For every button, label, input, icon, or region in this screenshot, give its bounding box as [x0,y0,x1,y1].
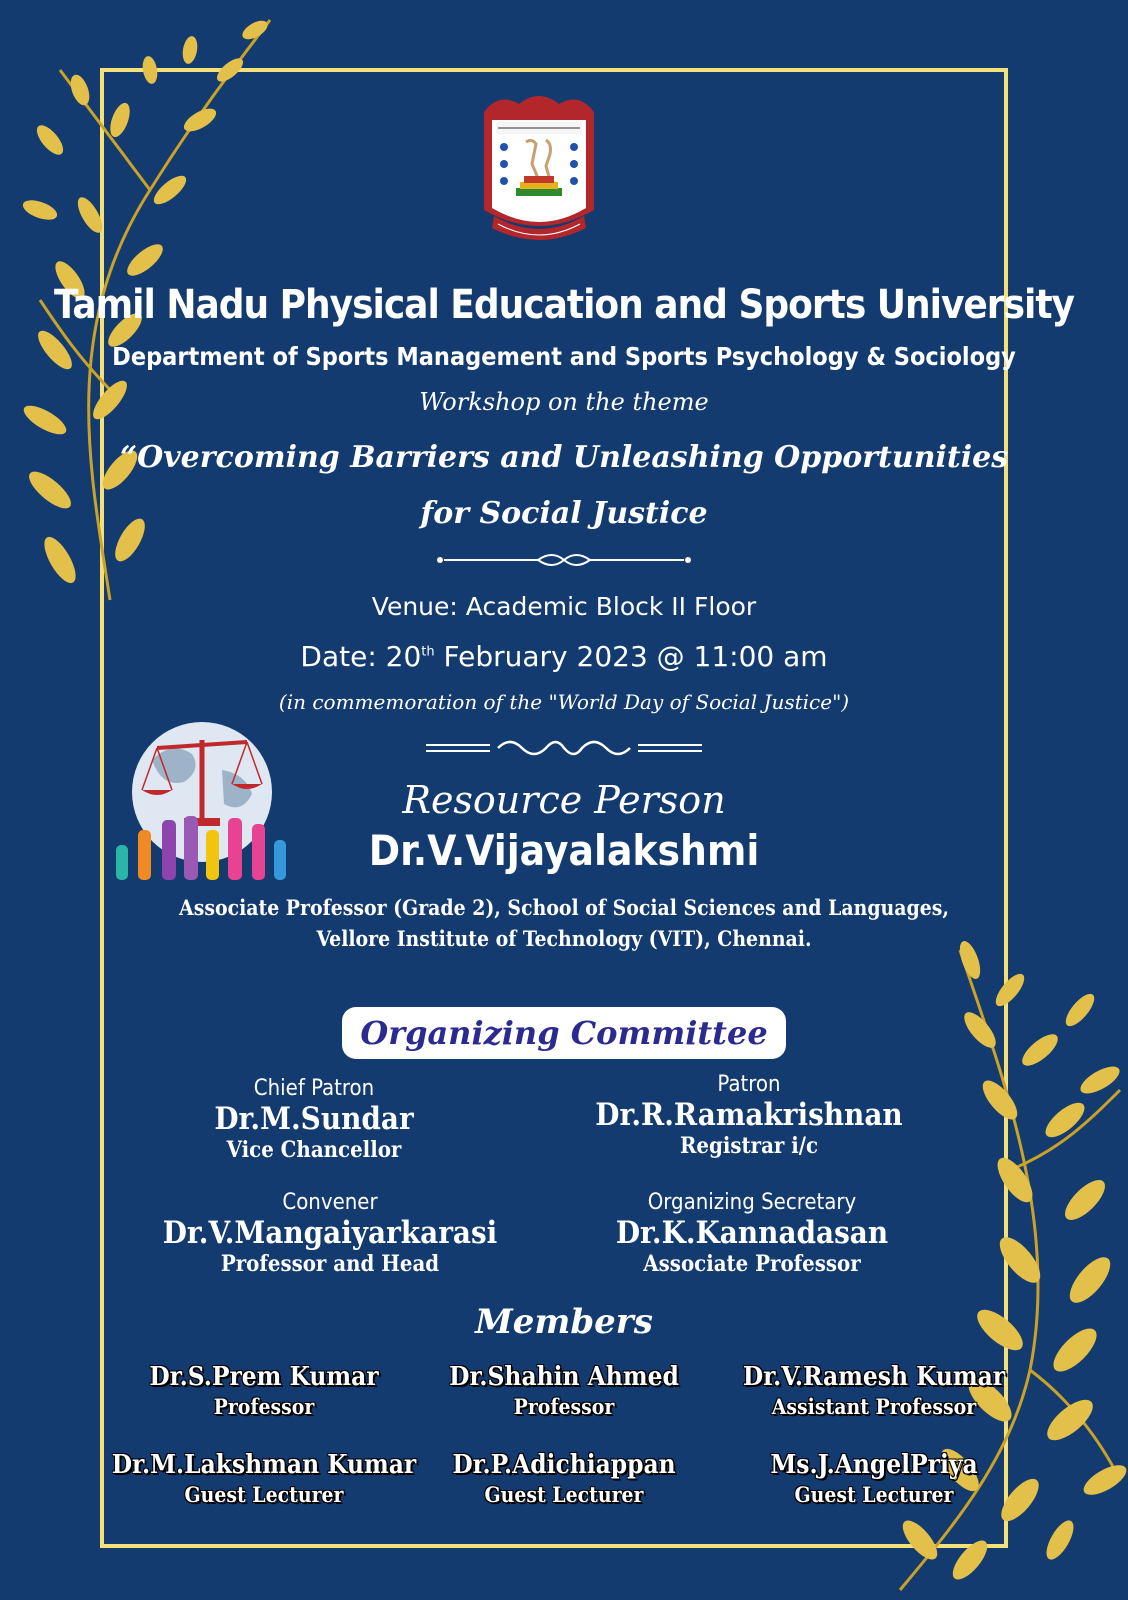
member-designation: Professor [213,1394,315,1419]
date-day: Date: 20 [300,640,422,673]
chief-patron-role: Chief Patron [253,1076,375,1101]
resource-person-affiliation [0,892,1128,954]
workshop-theme [0,430,1128,542]
department-name: Department of Sports Management and Sports Psychology & Sociology [112,342,1016,371]
patron-block [519,1072,979,1159]
organizing-committee-heading: Organizing Committee [342,1007,786,1059]
member-name: Dr.Shahin Ahmed [449,1362,679,1392]
resource-person-heading: Resource Person [402,778,726,822]
affiliation-line-2: Vellore Institute of Technology (VIT), Chennai. [316,926,812,951]
member-name: Dr.S.Prem Kumar [149,1362,379,1392]
ornamental-divider [426,736,702,760]
patron-name: Dr.R.Ramakrishnan [595,1097,903,1133]
members-heading: Members [475,1302,653,1342]
member-designation: Assistant Professor [771,1394,977,1419]
member-designation: Professor [513,1394,615,1419]
patron-role: Patron [717,1072,781,1097]
member-item [104,1362,424,1419]
organizing-secretary-designation: Associate Professor [643,1251,861,1277]
date-ordinal: th [421,644,435,660]
theme-line-1: “Overcoming Barriers and Unleashing Opportunities [119,440,1009,475]
member-item [404,1450,724,1507]
university-name: Tamil Nadu Physical Education and Sports University [54,282,1074,328]
organizing-secretary-block [522,1190,982,1277]
convener-role: Convener [282,1190,378,1215]
venue-text: Venue: Academic Block II Floor [371,592,757,621]
convener-block [100,1190,560,1277]
chief-patron-block [84,1076,544,1163]
university-logo [474,92,604,264]
member-designation: Guest Lecturer [484,1482,644,1507]
convener-name: Dr.V.Mangaiyarkarasi [162,1215,498,1251]
member-designation: Guest Lecturer [184,1482,344,1507]
member-name: Dr.V.Ramesh Kumar [742,1362,1006,1392]
member-item [104,1450,424,1507]
organizing-secretary-role: Organizing Secretary [647,1190,857,1215]
member-item [714,1450,1034,1507]
chief-patron-name: Dr.M.Sundar [214,1101,414,1137]
theme-line-2: for Social Justice [420,496,708,531]
workshop-label: Workshop on the theme [419,388,709,416]
member-item [714,1362,1034,1419]
member-item [404,1362,724,1419]
resource-person-name: Dr.V.Vijayalakshmi [368,826,760,875]
organizing-secretary-name: Dr.K.Kannadasan [615,1215,889,1251]
commemoration-note: (in commemoration of the "World Day of Social Justice") [278,690,850,714]
member-designation: Guest Lecturer [794,1482,954,1507]
member-name: Dr.P.Adichiappan [452,1450,676,1480]
date-text [0,640,1128,673]
convener-designation: Professor and Head [220,1251,440,1277]
member-name: Dr.M.Lakshman Kumar [111,1450,417,1480]
ornamental-divider [436,550,692,570]
affiliation-line-1: Associate Professor (Grade 2), School of Social Sciences and Languages, [179,895,949,920]
member-name: Ms.J.AngelPriya [770,1450,978,1480]
patron-designation: Registrar i/c [679,1133,819,1159]
date-month-time: February 2023 @ 11:00 am [434,640,828,673]
chief-patron-designation: Vice Chancellor [226,1137,402,1163]
